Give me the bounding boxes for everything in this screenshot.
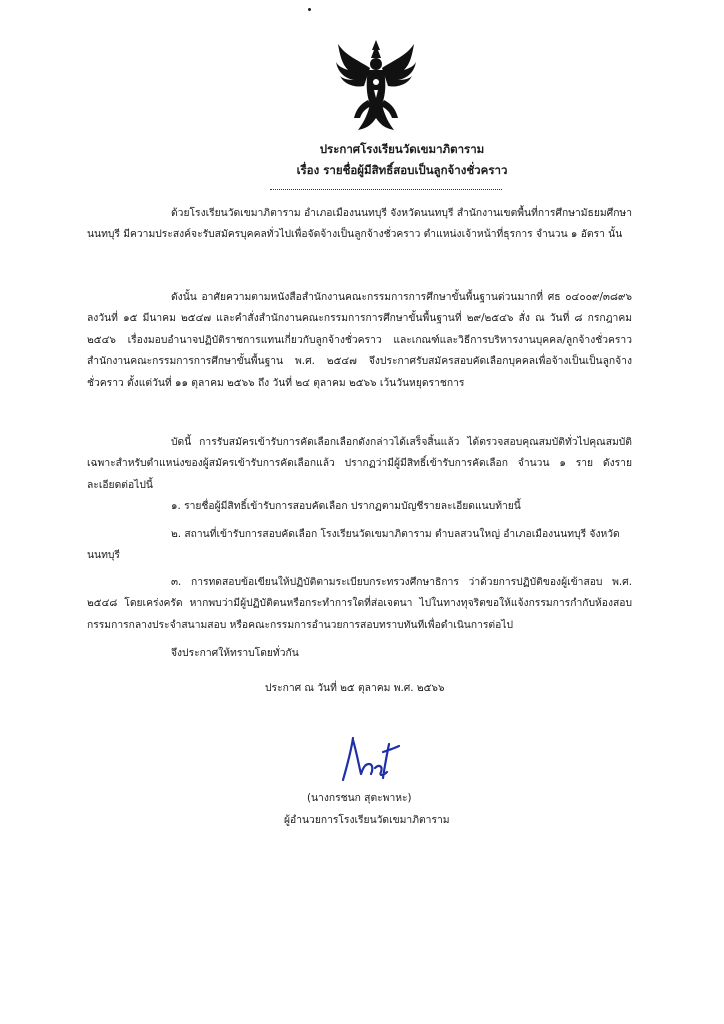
garuda-emblem-icon [334,38,418,134]
closing-statement: จึงประกาศให้ทราบโดยทั่วกัน [171,647,299,659]
paragraph-authority-text: ดังนั้น อาศัยความตามหนังสือสำนักงานคณะกรรมการการศึกษาขั้นพื้นฐานด่วนมากที่ ศธ ๐๔๐๐๙/๓๘๙๖ ลงวันที่ ๑๕ มีนาคม ๒๕๔๗ และคำสั่งสำนักงานคณะกรรมการการศึกษาขั้นพื้นฐานที่ ๒๙/๒๕๔๖ สั่ง ณ วันที่ ๘ กรกฎาคม ๒๕๔๖ เรื่องมอบอำนาจปฏิบัติราชการแทนเกี่ยวกับลูกจ้างชั่วคราว และเกณฑ์และวิธีการบริหารงานบุคคล/ลูกจ้างชั่วคราว สำนักงานคณะกรรมการการศึกษาขั้นพื้นฐาน พ.ศ. ๒๕๔๗ จึงประกาศรับสมัครสอบคัดเลือกบุคคลเพื่อจ้างเป็นเป็นลูกจ้างชั่วคราว ตั้งแต่วันที่ ๑๑ ตุลาคม ๒๕๖๖ ถึง วันที่ ๒๔ ตุลาคม ๒๕๖๖ เว้นวันหยุดราชการ [87,291,632,389]
announcement-date: ประกาศ ณ วันที่ ๒๕ ตุลาคม พ.ศ. ๒๕๖๖ [265,682,445,694]
announcement-heading: ประกาศโรงเรียนวัดเขมาภิตาราม [319,142,485,156]
paragraph-result [87,432,632,496]
paragraph-intro [87,203,632,246]
dotted-divider [270,189,502,190]
paragraph-authority [87,287,632,394]
signatory-name: (นางกรชนก สุตะพาหะ) [307,792,412,804]
list-item-exam-location: ๒. สถานที่เข้ารับการสอบคัดเลือก โรงเรียนวัดเขมาภิตาราม ตำบลสวนใหญ่ อำเภอเมืองนนทบุรี จังหวัดนนทบุรี [87,528,620,562]
announcement-subject: เรื่อง รายชื่อผู้มีสิทธิ์สอบเป็นลูกจ้างชั่วคราว [296,163,508,177]
list-item-candidates: ๑. รายชื่อผู้มีสิทธิ์เข้ารับการสอบคัดเลือก ปรากฏตามบัญชีรายละเอียดแนบท้ายนี้ [171,500,521,512]
paragraph-result-text: บัดนี้ การรับสมัครเข้ารับการคัดเลือกเลือกดังกล่าวได้เสร็จสิ้นแล้ว ได้ตรวจสอบคุณสมบัติทั่วไปคุณสมบัติเฉพาะสำหรับตำแหน่งของผู้สมัครเข้ารับการคัดเลือกแล้ว ปรากฏว่ามีผู้มีสิทธิ์เข้ารับการคัดเลือก จำนวน ๑ ราย ดังรายละเอียดต่อไปนี้ [87,436,632,491]
signatory-position: ผู้อำนวยการโรงเรียนวัดเขมาภิตาราม [284,814,450,826]
handwritten-signature [339,734,401,786]
scan-speck [308,8,311,11]
list-item-exam-rules: ๓. การทดสอบข้อเขียนให้ปฏิบัติตามระเบียบกระทรวงศึกษาธิการ ว่าด้วยการปฏิบัติของผู้เข้าสอบ พ.ศ. ๒๕๔๘ โดยเคร่งครัด หากพบว่ามีผู้ปฏิบัติตนหรือกระทำการใดที่ส่อเจตนา ไปในทางทุจริตขอให้แจ้งกรรมการกำกับห้องสอบ กรรมการกลางประจำสนามสอบ หรือคณะกรรมการอำนวยการสอบทราบทันทีเพื่อดำเนินการต่อไป [87,576,632,631]
paragraph-intro-text: ด้วยโรงเรียนวัดเขมาภิตาราม อำเภอเมืองนนทบุรี จังหวัดนนทบุรี สำนักงานเขตพื้นที่การศึกษามัธยมศึกษานนทบุรี มีความประสงค์จะรับสมัครบุคคลทั่วไปเพื่อจัดจ้างเป็นลูกจ้างชั่วคราว ตำแหน่งเจ้าหน้าที่ธุรการ จำนวน ๑ อัตรา นั้น [87,207,632,241]
